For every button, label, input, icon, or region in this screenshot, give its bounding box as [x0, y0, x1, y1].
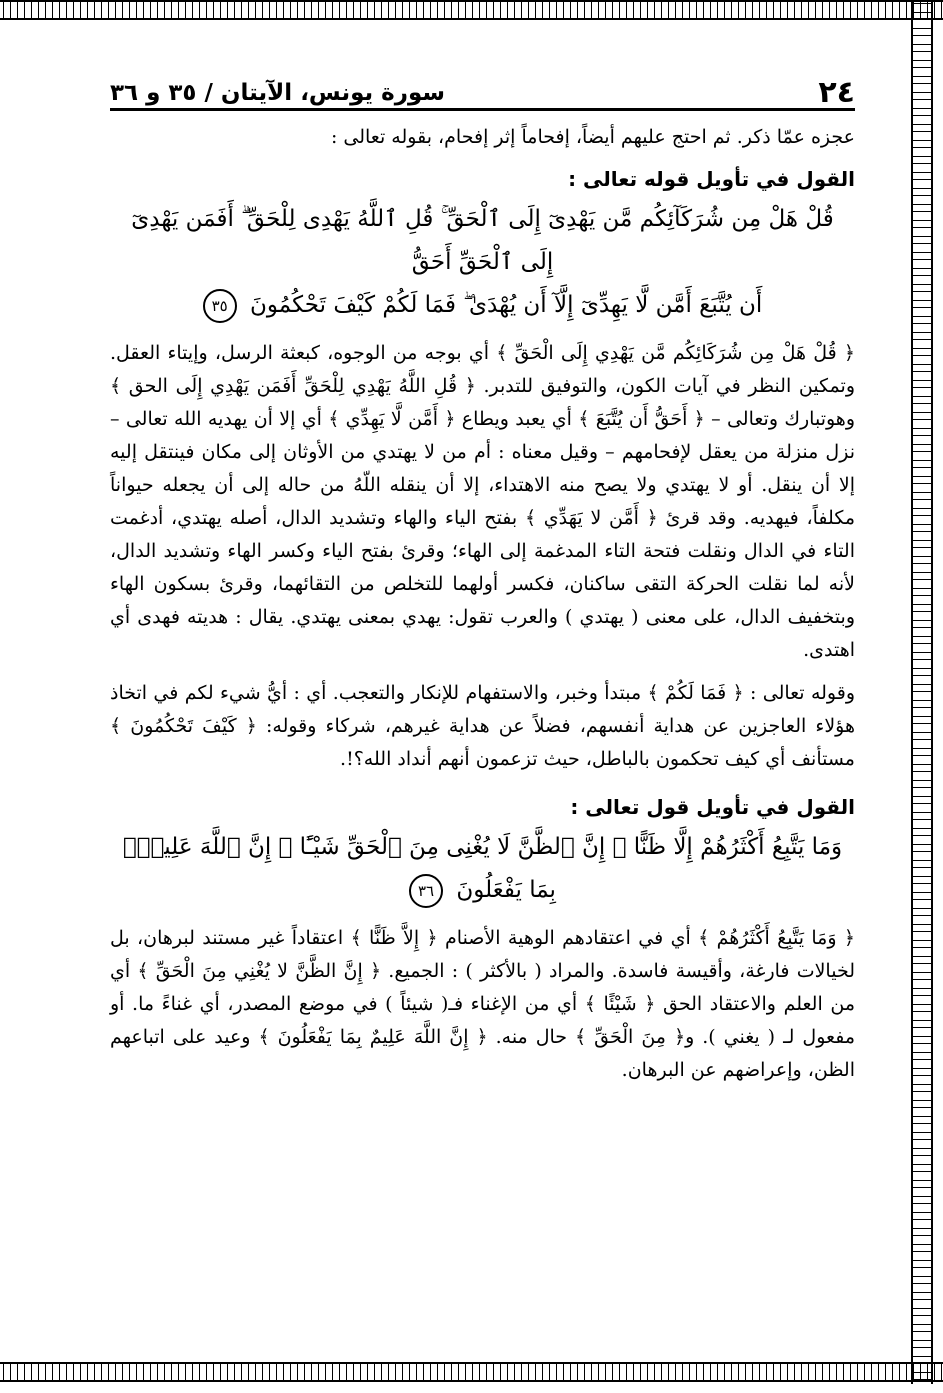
verse-36-text: وَمَا يَتَّبِعُ أَكْثَرُهُمْ إِلَّا ظَنًّا ۚ إِنَّ ٱلظَّنَّ لَا يُغْنِى مِنَ ٱلْحَقِّ شَيْـًٔا ۚ إِنَّ ٱللَّهَ عَلِيمٌۢ بِمَا يَفْعَلُونَ	[122, 834, 843, 903]
quran-verse-35	[116, 198, 849, 327]
verse-number-badge: ٣٦	[409, 874, 443, 908]
page-number: ٢٤	[818, 75, 855, 110]
quran-verse-36	[116, 826, 849, 912]
intro-text: عجزه عمّا ذكر. ثم احتج عليهم أيضاً، إفحاماً إثر إفحام، بقوله تعالى :	[330, 126, 855, 148]
decorative-border-top	[0, 0, 943, 20]
commentary-paragraph: ﴿ وَمَا يَتَّبِعُ أَكْثَرُهُمْ ﴾ أي في اعتقادهم الوهية الأصنام ﴿ إِلاَّ ظَنًّا ﴾ اعتقاداً غير مستند لبرهان، بل لخيالات فارغة، وأقيسة فاسدة. والمراد ( بالأكثر ) : الجميع. ﴿ إِنَّ الظَّنَّ لا يُغْنِي مِنَ الْحَقِّ ﴾ أي من العلم والاعتقاد الحق ﴿ شَيْئًا ﴾ أي من الإغناء فـ( شيئاً ) في موضع المصدر، أي غناءً ما. أو مفعول لـ ( يغني ). و﴿ مِنَ الْحَقِّ ﴾ حال منه. ﴿ إِنَّ اللَّهَ عَلِيمٌ بِمَا يَفْعَلُونَ ﴾ وعيد على اتباعهم الظن، وإعراضهم عن البرهان.	[110, 927, 855, 1081]
commentary-paragraph: وقوله تعالى : ﴿ فَمَا لَكُمْ ﴾ مبتدأ وخبر، والاستفهام للإنكار والتعجب. أي : أيُّ شيء لكم في اتخاذ هؤلاء العاجزين عن هداية أنفسهم، فضلاً عن هداية غيرهم، شركاء وقوله: ﴿ كَيْفَ تَحْكُمُونَ ﴾ مستأنف أي كيف تحكمون بالباطل، حيث تزعمون أنهم أنداد الله؟!.	[110, 682, 855, 770]
decorative-border-right	[911, 0, 933, 1384]
page-header	[110, 60, 855, 111]
verse-35-line-2-text: أَن يُتَّبَعَ أَمَّن لَّا يَهِدِّىٓ إِلَّآ أَن يُهْدَىٰ ۖ فَمَا لَكُمْ كَيْفَ تَحْكُمُونَ	[250, 292, 763, 318]
verse-number-badge: ٣٥	[203, 289, 237, 323]
decorative-border-bottom	[0, 1362, 943, 1382]
verse-35-line-1: قُلْ هَلْ مِن شُرَكَآئِكُم مَّن يَهْدِىٓ إِلَى ٱلْحَقِّ ۚ قُلِ ٱللَّهُ يَهْدِى لِلْحَقِّ ۗ أَفَمَن يَهْدِىٓ إِلَى ٱلْحَقِّ أَحَقُّ	[131, 206, 834, 275]
page-content	[110, 60, 855, 1087]
commentary-paragraph: ﴿ قُلْ هَلْ مِن شُرَكَائِكُم مَّن يَهْدِي إِلَى الْحَقِّ ﴾ أي بوجه من الوجوه، كبعثة الرسل، وإيتاء العقل. وتمكين النظر في آيات الكون، والتوفيق للتدبر. ﴿ قُلِ اللَّهُ يَهْدِي لِلْحَقِّ أَفَمَن يَهْدِي إِلَى الحق ﴾ وهوتبارك وتعالى – ﴿ أَحَقُّ أَن يُتَّبَعَ ﴾ أي يعبد ويطاع ﴿ أَمَّن لَّا يَهِدِّي ﴾ أي إلا أن يهديه الله تعالى – نزل منزلة من يعقل لإفحامهم – وقيل معناه : أم من لا يهتدي من الأوثان إلى مكان فينتقل إليه إلا أن ينقل. أو لا يهتدي ولا يصح منه الاهتداء، إلا أن ينقله اللّهُ من حاله إلى أن يجعله حيواناً مكلفاً، فيهديه. وقد قرئ ﴿ أَمَّن لا يَهَدِّي ﴾ بفتح الياء والهاء وتشديد الدال، أصله يهتدي، أدغمت التاء في الدال ونقلت فتحة التاء المدغمة إلى الهاء؛ وقرئ بفتح الياء وكسر الهاء وتشديد الدال، لأنه لما نقلت الحركة التقى ساكنان، فكسر أولهما للتخلص من التقائهما، وقرئ بسكون الهاء وبتخفيف الدال، على معنى ( يهتدي ) والعرب تقول: يهدي بمعنى يهتدي. يقال : هديته فهدى أي اهتدى.	[110, 342, 855, 661]
verse-35-line-2	[116, 284, 849, 327]
section-heading-2: القول في تأويل قول تعالى :	[570, 795, 855, 819]
running-title: سورة يونس، الآيتان / ٣٥ و ٣٦	[110, 80, 445, 106]
section-heading-1: القول في تأويل قوله تعالى :	[568, 167, 855, 191]
